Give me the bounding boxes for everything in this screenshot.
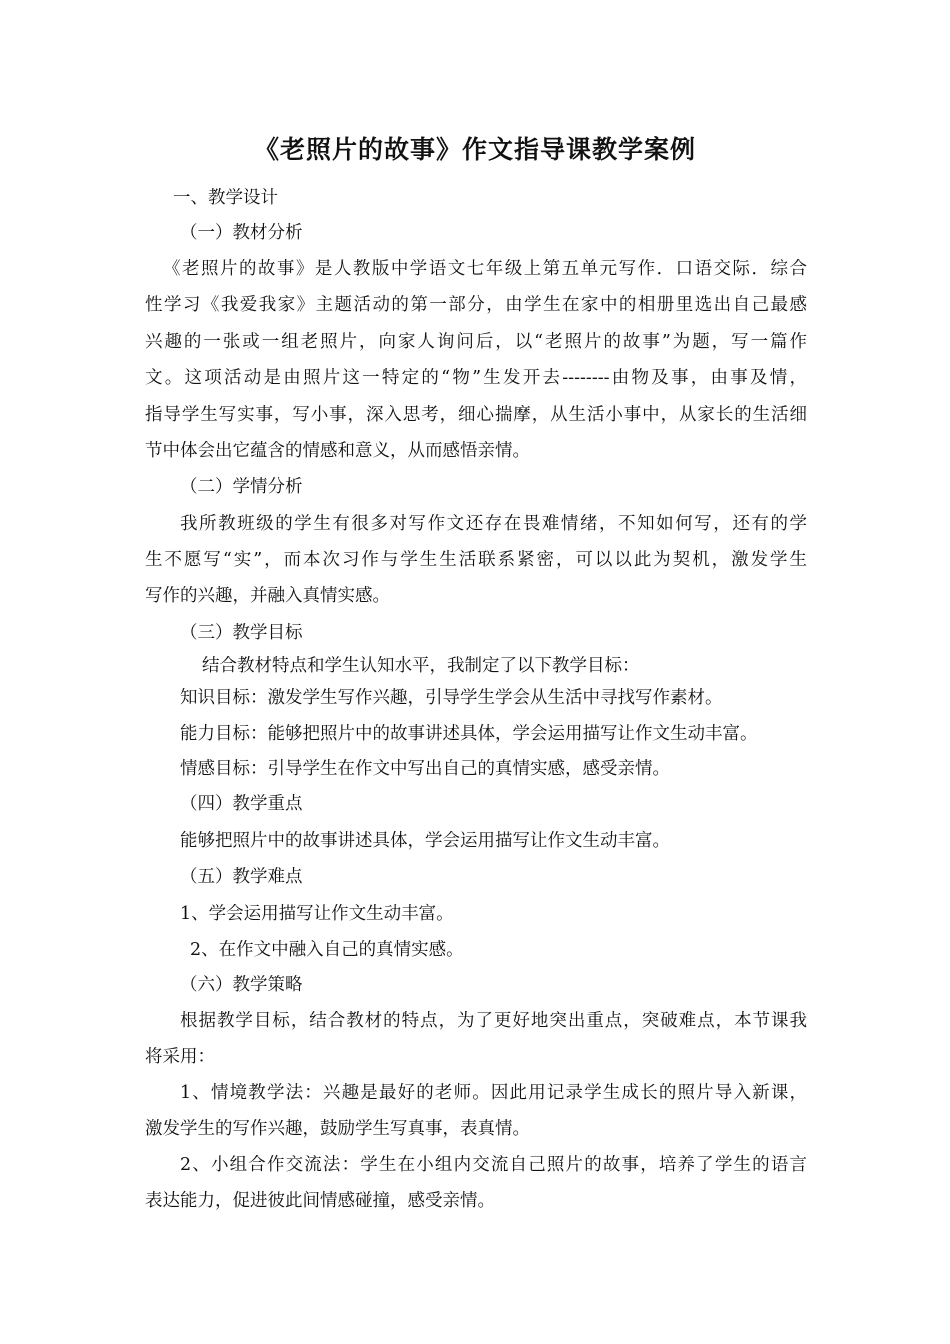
- paragraph-line: 文。这项活动是由照片这一特定的“物”生发开去--------由物及事，由事及情，: [145, 368, 807, 388]
- paragraph-line: 指导学生写实事，写小事，深入思考，细心揣摩，从生活小事中，从家长的生活细: [145, 405, 807, 425]
- paragraph-line: 兴趣的一张或一组老照片，向家人询问后，以“老照片的故事”为题，写一篇作: [145, 332, 807, 352]
- subsection-heading: （一）教材分析: [180, 223, 303, 243]
- paragraph-line: 《老照片的故事》是人教版中学语文七年级上第五单元写作．口语交际．综合: [163, 259, 807, 279]
- paragraph-line: 写作的兴趣，并融入真情实感。: [145, 586, 390, 606]
- paragraph-line: 能够把照片中的故事讲述具体，学会运用描写让作文生动丰富。: [180, 831, 670, 851]
- subsection-heading: （六）教学策略: [180, 975, 303, 995]
- section-heading: 一、教学设计: [173, 188, 278, 208]
- subsection-heading: （三）教学目标: [180, 623, 303, 643]
- list-item: 1、学会运用描写让作文生动丰富。: [180, 904, 454, 924]
- paragraph-line: 表达能力，促进彼此间情感碰撞，感受亲情。: [145, 1191, 495, 1211]
- paragraph-line: 将采用：: [145, 1047, 215, 1067]
- paragraph-line: 知识目标：激发学生写作兴趣，引导学生学会从生活中寻找写作素材。: [180, 688, 723, 708]
- subsection-heading: （四）教学重点: [180, 794, 303, 814]
- list-item: 1、情境教学法：兴趣是最好的老师。因此用记录学生成长的照片导入新课，: [180, 1083, 807, 1103]
- paragraph-line: 生不愿写“实”，而本次习作与学生生活联系紧密，可以以此为契机，激发学生: [145, 550, 807, 570]
- paragraph-line: 我所教班级的学生有很多对写作文还存在畏难情绪，不知如何写，还有的学: [180, 514, 807, 534]
- subsection-heading: （五）教学难点: [180, 867, 303, 887]
- paragraph-line: 根据教学目标，结合教材的特点，为了更好地突出重点，突破难点，本节课我: [180, 1011, 807, 1031]
- list-item: 2、小组合作交流法：学生在小组内交流自己照片的故事，培养了学生的语言: [180, 1155, 807, 1175]
- paragraph-line: 节中体会出它蕴含的情感和意义，从而感悟亲情。: [145, 441, 530, 461]
- document-title: 《老照片的故事》作文指导课教学案例: [253, 135, 696, 164]
- paragraph-line: 性学习《我爱我家》主题活动的第一部分，由学生在家中的相册里选出自己最感: [145, 295, 807, 315]
- paragraph-line: 能力目标：能够把照片中的故事讲述具体，学会运用描写让作文生动丰富。: [180, 724, 758, 744]
- paragraph-line: 情感目标：引导学生在作文中写出自己的真情实感，感受亲情。: [180, 759, 670, 779]
- list-item: 2、在作文中融入自己的真情实感。: [190, 940, 464, 960]
- paragraph-line: 结合教材特点和学生认知水平，我制定了以下教学目标：: [202, 656, 640, 676]
- subsection-heading: （二）学情分析: [180, 477, 303, 497]
- paragraph-line: 激发学生的写作兴趣，鼓励学生写真事，表真情。: [145, 1119, 530, 1139]
